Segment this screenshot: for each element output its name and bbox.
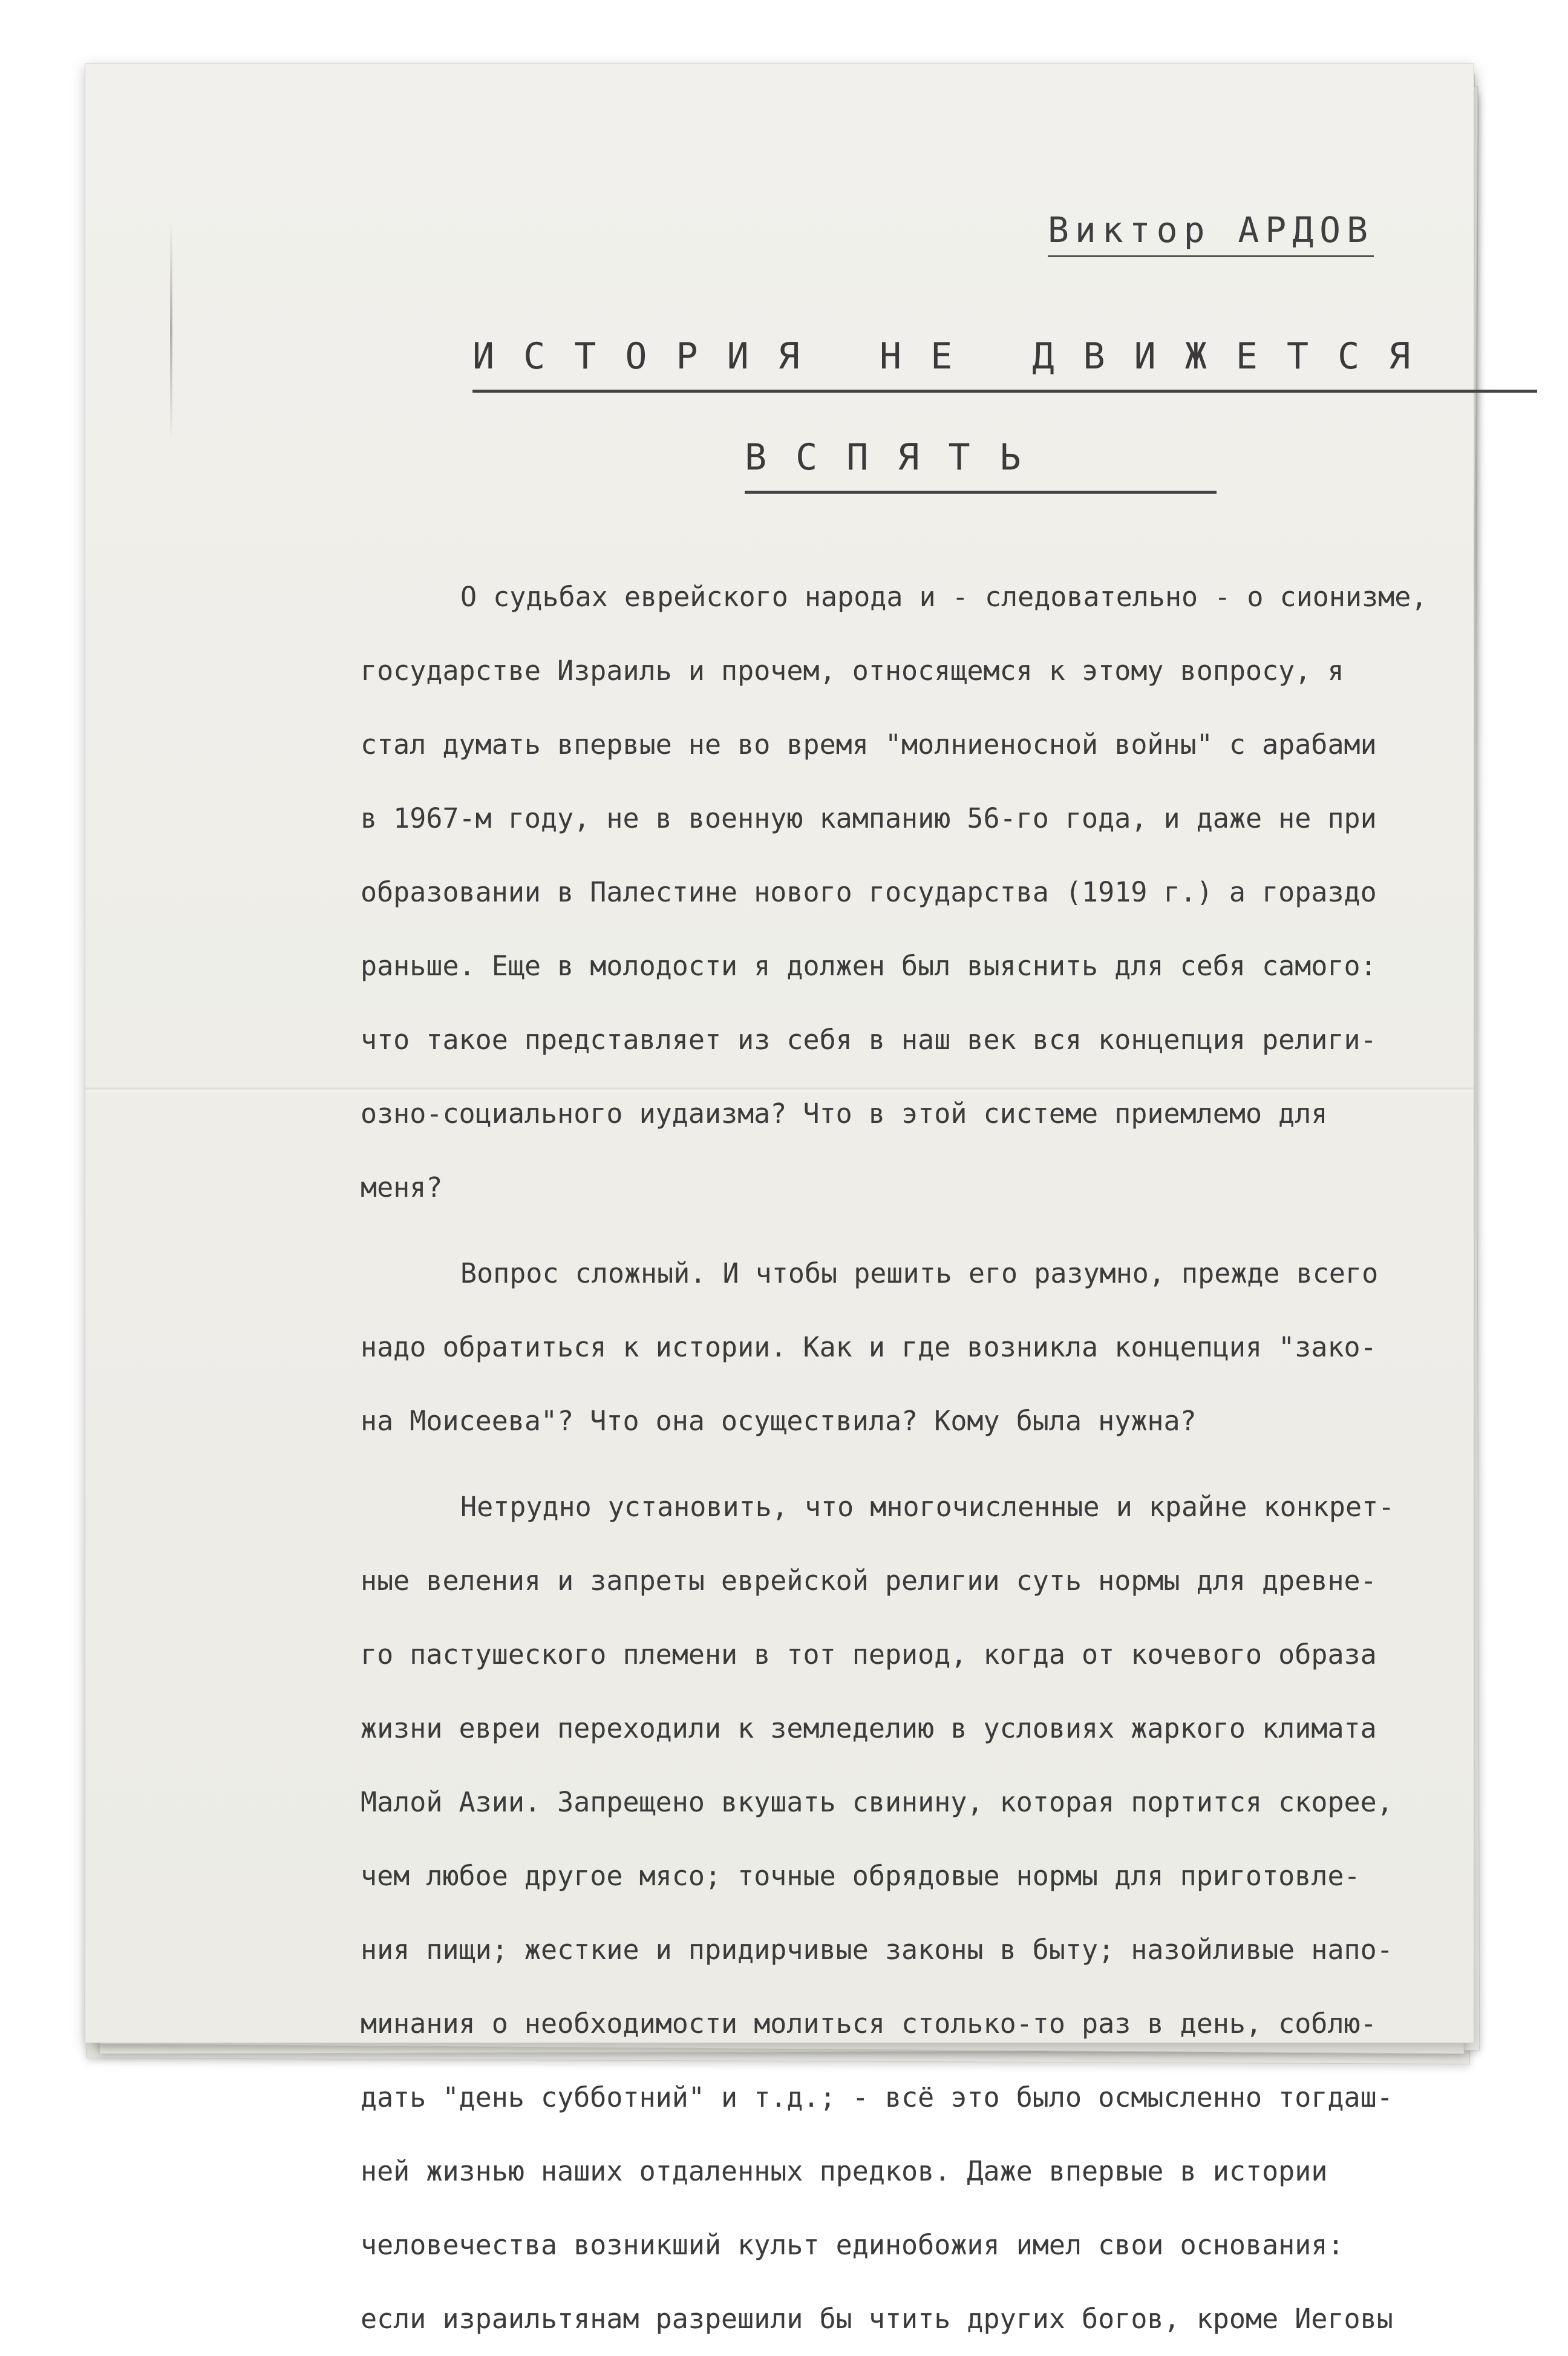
text-line: Малой Азии. Запрещено вкушать свинину, которая портится скорее,	[361, 1786, 1393, 1818]
text-line: Нетрудно установить, что многочисленные и крайне конкрет-	[460, 1491, 1395, 1523]
text-line: дать "день субботний" и т.д.; - всё это было осмысленно тогдаш-	[361, 2081, 1393, 2113]
text-line: ния пищи; жесткие и придирчивые законы в быту; назойливые напо-	[361, 1934, 1393, 1966]
text-line: если израильтянам разрешили бы чтить других богов, кроме Иеговы	[361, 2303, 1393, 2335]
text-line: жизни евреи переходили к земледелию в условиях жаркого климата	[361, 1712, 1377, 1744]
text-line: на Моисеева"? Что она осуществила? Кому была нужна?	[361, 1405, 1197, 1437]
text-line: озно-социального иудаизма? Что в этой системе приемлемо для	[361, 1098, 1328, 1130]
text-line: О судьбах еврейского народа и - следовательно - о сионизме,	[460, 581, 1428, 613]
text-line: что такое представляет из себя в наш век вся концепция религи-	[361, 1024, 1377, 1056]
text-line: человечества возникший культ единобожия имел свои основания:	[361, 2229, 1344, 2261]
title-line-1: ИСТОРИЯ НЕ ДВИЖЕТСЯ	[472, 335, 1537, 393]
text-line: го пастушеского племени в тот период, когда от кочевого образа	[361, 1638, 1377, 1670]
body-text	[361, 560, 1564, 2356]
binding-mark	[170, 221, 172, 439]
typewritten-page	[85, 64, 1474, 2335]
text-line: ней жизнью наших отдаленных предков. Даже впервые в истории	[361, 2155, 1328, 2187]
text-line: чем любое другое мясо; точные обрядовые нормы для приготовле-	[361, 1860, 1361, 1892]
text-line: надо обратиться к истории. Как и где возникла концепция "зако-	[361, 1331, 1377, 1363]
text-line: в 1967-м году, не в военную кампанию 56-го года, и даже не при	[361, 802, 1377, 834]
author-name: Виктор АРДОВ	[1048, 209, 1374, 257]
text-line: ные веления и запреты еврейской религии суть нормы для древне-	[361, 1565, 1377, 1597]
text-line: Вопрос сложный. И чтобы решить его разумно, прежде всего	[460, 1257, 1379, 1289]
text-line: минания о необходимости молиться столько-то раз в день, соблю-	[361, 2008, 1377, 2040]
text-line: стал думать впервые не во время "молниеносной войны" с арабами	[361, 728, 1377, 761]
text-line: меня?	[361, 1171, 443, 1203]
text-line: раньше. Еще в молодости я должен был выяснить для себя самого:	[361, 950, 1377, 982]
text-line: образовании в Палестине нового государства (1919 г.) а гораздо	[361, 876, 1377, 908]
text-line: государстве Израиль и прочем, относящемся к этому вопросу, я	[361, 655, 1344, 687]
title-line-2: ВСПЯТЬ	[745, 436, 1217, 494]
